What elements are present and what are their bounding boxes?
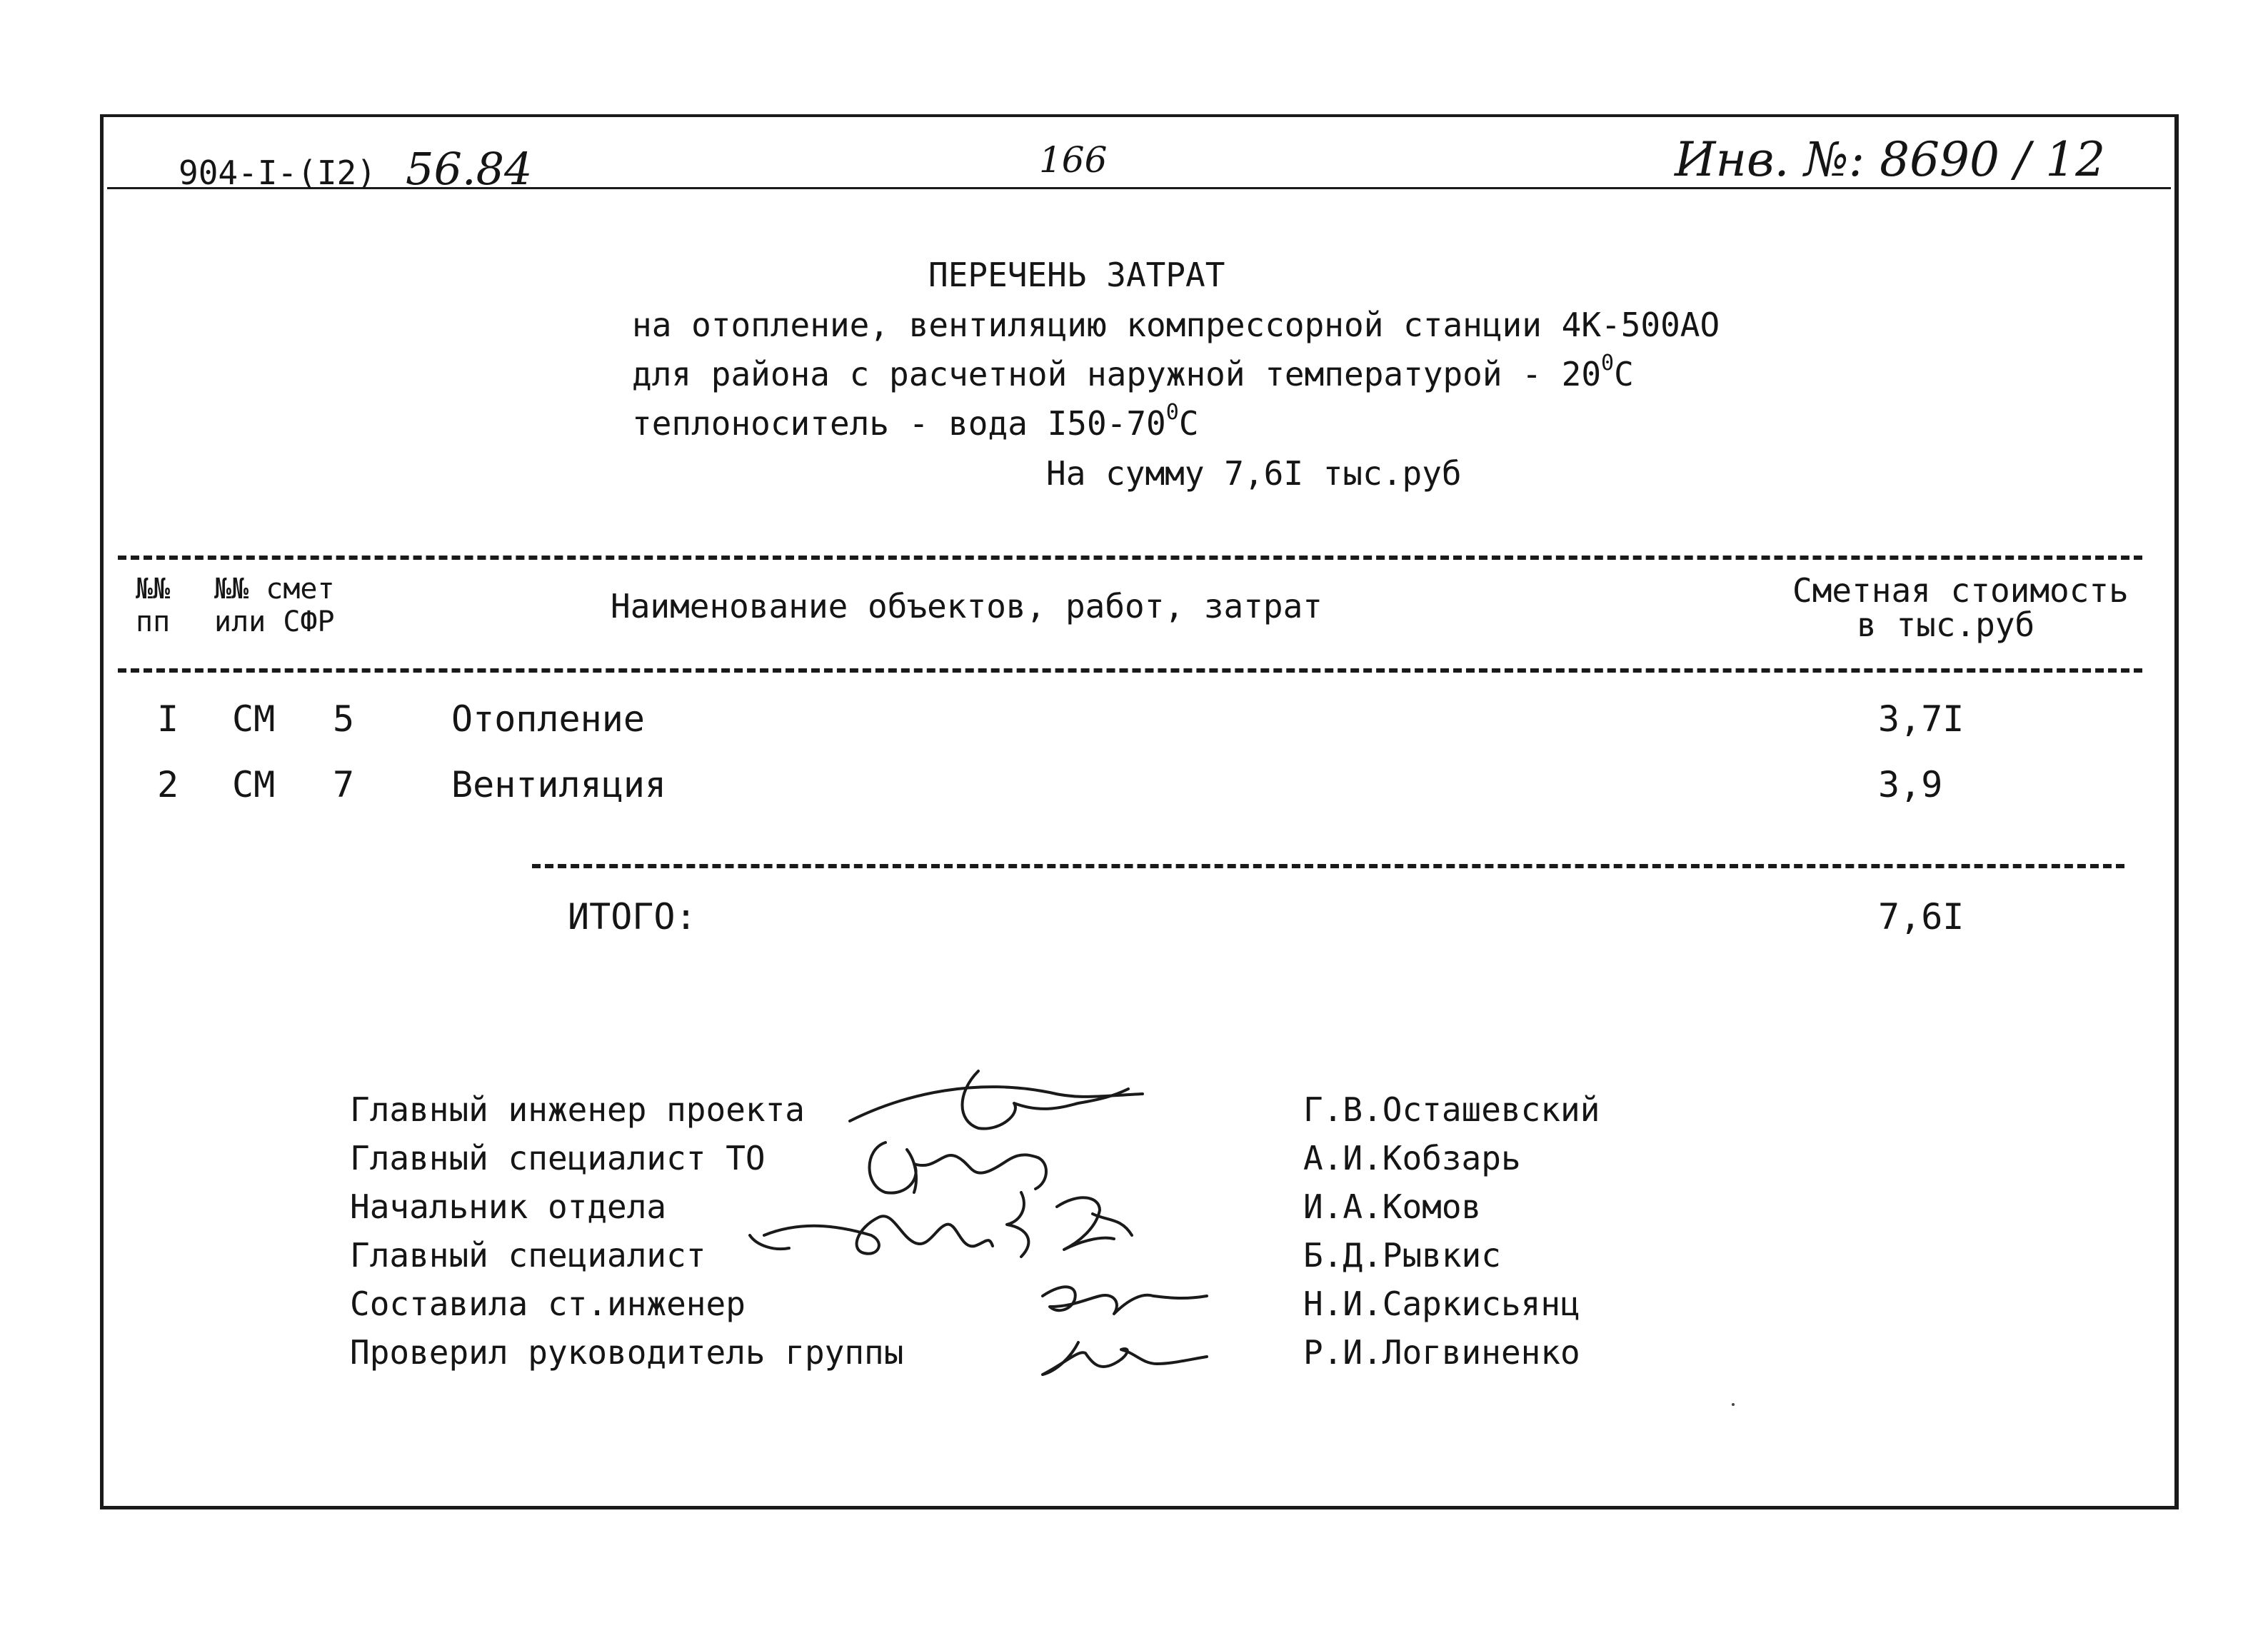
col-header-estimate-bottom: или СФР [214,606,335,638]
total-sum-line: На сумму 7,6I тыс.руб [1046,454,1462,493]
row-number: 2 [157,764,179,805]
estimate-number: 5 [333,698,355,740]
signatory-name: А.И.Кобзарь [1303,1139,1521,1177]
handwritten-signatures [743,1064,1243,1392]
col-header-cost-bottom: в тыс.руб [1857,606,2035,644]
temperature-unit: С [1178,404,1199,443]
title-line-1: на отопление, вентиляцию компрессорной станции 4К-500АО [632,306,1720,344]
estimate-number: 7 [333,764,355,805]
temperature-unit: С [1614,355,1634,393]
col-header-num-bottom: пп [136,606,171,638]
signatory-role: Главный специалист ТО [350,1139,766,1177]
speck [1732,1403,1735,1406]
item-cost: 3,7I [1878,698,1965,740]
col-header-estimate-top: №№ смет [214,573,335,606]
doc-code-handwritten: 56.84 [406,143,533,195]
signatory-role: Главный инженер проекта [350,1090,805,1129]
table-top-rule [118,556,2142,560]
title-line-2 [632,351,1634,393]
signatory-name: Г.В.Осташевский [1303,1090,1600,1129]
title-line-3-text: теплоноситель - вода I50-70 [632,404,1166,443]
doc-code: 904-I-(I2) [179,154,376,192]
item-cost: 3,9 [1878,764,1943,805]
item-name: Вентиляция [451,764,667,805]
table-header-rule [118,668,2142,673]
estimate-type: СМ [232,764,276,805]
degree-sign: 0 [1601,351,1615,376]
total-value: 7,6I [1878,896,1965,938]
signatory-name: Р.И.Логвиненко [1303,1333,1580,1372]
row-number: I [157,698,179,740]
signatory-role: Составила ст.инженер [350,1285,746,1323]
degree-sign: 0 [1165,400,1179,425]
signatory-name: И.А.Комов [1303,1187,1482,1226]
estimate-type: СМ [232,698,276,740]
signatory-role: Проверил руководитель группы [350,1333,904,1372]
col-header-name: Наименование объектов, работ, затрат [611,587,1323,625]
title-line-3 [632,400,1199,443]
col-header-num-top: №№ [136,573,171,606]
total-label: ИТОГО: [568,896,697,938]
page-number: 166 [1039,139,1108,181]
total-rule [532,864,2124,868]
item-name: Отопление [451,698,645,740]
title-line-2-text: для района с расчетной наружной температурой - 20 [632,355,1602,393]
signatory-name: Б.Д.Рывкис [1303,1236,1501,1275]
signatory-name: Н.И.Саркисьянц [1303,1285,1580,1323]
col-header-cost-top: Сметная стоимость [1792,571,2129,610]
document-heading: ПЕРЕЧЕНЬ ЗАТРАТ [928,256,1225,294]
signatory-role: Начальник отдела [350,1187,667,1226]
inventory-number: Инв. №: 8690 / 12 [1675,132,2106,187]
signatory-role: Главный специалист [350,1236,706,1275]
